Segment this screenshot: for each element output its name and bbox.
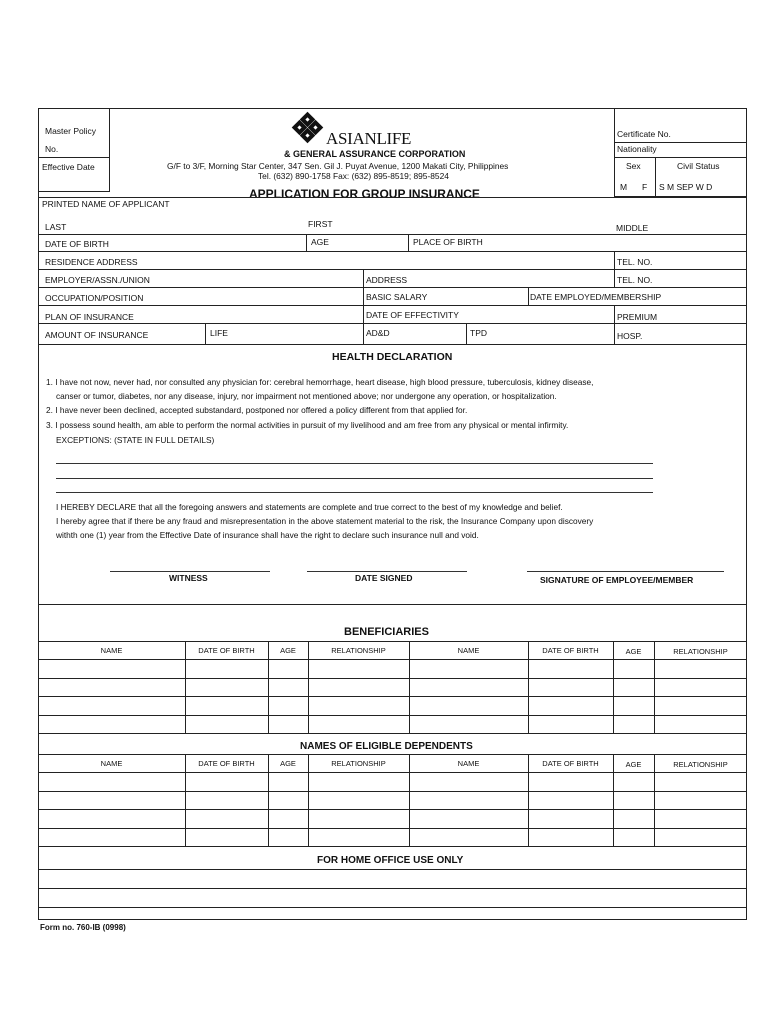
signature-line[interactable]: [527, 571, 724, 572]
date-signed-label: DATE SIGNED: [355, 573, 413, 583]
ben-col-age-2: AGE: [625, 647, 642, 656]
ben-col-name-2: NAME: [457, 646, 480, 655]
certificate-no-label: Certificate No.: [617, 129, 671, 139]
exceptions-line-3[interactable]: [56, 492, 653, 493]
sex-option-m: M: [620, 182, 628, 192]
master-policy-label: Master Policy: [45, 126, 97, 136]
tpd-label: TPD: [470, 328, 487, 338]
form-number: Form no. 760-IB (0998): [40, 923, 126, 932]
health-item-1b: canser or tumor, diabetes, nor any disease, injury, nor impairment not mentioned above; nor undergone any operation, or hospitalization.: [56, 391, 557, 401]
health-item-2: 2. I have never been declined, accepted substandard, postponed nor offered a policy different from that applied for.: [46, 405, 468, 415]
health-item-3: 3. I possess sound health, am able to perform the normal activities in pursuit of my livelihood and am free from any physical or mental infirmity.: [46, 420, 569, 430]
civil-status-options: S M SEP W D: [659, 182, 713, 192]
exceptions-line-1[interactable]: [56, 463, 653, 464]
company-address: G/F to 3/F, Morning Star Center, 347 Sen. Gil J. Puyat Avenue, 1200 Makati City, Philippines: [167, 161, 509, 171]
amount-of-insurance-label: AMOUNT OF INSURANCE: [45, 330, 149, 340]
civil-status-label: Civil Status: [677, 161, 720, 171]
policy-no-label: No.: [45, 144, 59, 154]
ben-col-dob-2: DATE OF BIRTH: [542, 646, 599, 655]
ben-col-rel-2: RELATIONSHIP: [673, 647, 728, 656]
company-contacts: Tel. (632) 890-1758 Fax: (632) 895-8519; 895-8524: [258, 171, 449, 181]
dep-col-name-1: NAME: [100, 759, 123, 768]
age-label: AGE: [311, 237, 329, 247]
form-title: APPLICATION FOR GROUP INSURANCE: [249, 187, 480, 201]
date-effectivity-label: DATE OF EFFECTIVITY: [366, 310, 459, 320]
dep-col-age-2: AGE: [625, 760, 642, 769]
health-item-1a: 1. I have not now, never had, nor consulted any physician for: cerebral hemorrhage, heart disease, high blood pressure, tuberculosis, kidney disease,: [46, 377, 594, 387]
company-subtitle: & GENERAL ASSURANCE CORPORATION: [284, 149, 466, 159]
middle-name-label: MIDDLE: [616, 223, 649, 233]
dependents-title: NAMES OF ELIGIBLE DEPENDENTS: [300, 741, 473, 752]
occupation-label: OCCUPATION/POSITION: [45, 293, 144, 303]
declaration-line-3: withth one (1) year from the Effective Date of insurance shall have the right to declare such insurance null and void.: [56, 530, 479, 540]
employer-address-label: ADDRESS: [366, 275, 408, 285]
home-office-title: FOR HOME OFFICE USE ONLY: [317, 855, 464, 866]
place-of-birth-label: PLACE OF BIRTH: [413, 237, 483, 247]
dep-col-age-1: AGE: [280, 759, 296, 768]
first-name-label: FIRST: [308, 219, 333, 229]
tel-no-label: TEL. NO.: [617, 257, 653, 267]
premium-label: PREMIUM: [617, 312, 658, 322]
company-logo-icon: [290, 113, 326, 143]
dob-label: DATE OF BIRTH: [45, 239, 109, 249]
ben-col-dob-1: DATE OF BIRTH: [198, 646, 255, 655]
dep-col-dob-2: DATE OF BIRTH: [542, 759, 599, 768]
ben-col-age-1: AGE: [280, 646, 296, 655]
beneficiaries-table: [38, 641, 747, 733]
exceptions-label: EXCEPTIONS: (STATE IN FULL DETAILS): [56, 435, 215, 445]
declaration-line-1: I HEREBY DECLARE that all the foregoing answers and statements are complete and true correct to the best of my knowledge and belief.: [56, 502, 563, 512]
beneficiaries-title: BENEFICIARIES: [344, 626, 429, 638]
dep-col-rel-2: RELATIONSHIP: [673, 760, 728, 769]
sex-label: Sex: [626, 161, 641, 171]
hosp-label: HOSP.: [617, 331, 643, 341]
nationality-label: Nationality: [617, 144, 657, 154]
ben-col-name-1: NAME: [100, 646, 123, 655]
sex-option-f: F: [642, 182, 648, 192]
employer-tel-label: TEL. NO.: [617, 275, 653, 285]
witness-label: WITNESS: [169, 573, 208, 583]
dependents-table: [38, 754, 747, 846]
last-name-label: LAST: [45, 222, 67, 232]
dep-col-dob-1: DATE OF BIRTH: [198, 759, 255, 768]
signature-label: SIGNATURE OF EMPLOYEE/MEMBER: [540, 575, 694, 585]
health-declaration-title: HEALTH DECLARATION: [332, 351, 453, 363]
add-label: AD&D: [366, 328, 390, 338]
employer-label: EMPLOYER/ASSN./UNION: [45, 275, 150, 285]
witness-line[interactable]: [110, 571, 270, 572]
dep-col-name-2: NAME: [457, 759, 480, 768]
ben-col-rel-1: RELATIONSHIP: [331, 646, 386, 655]
declaration-line-2: I hereby agree that if there be any fraud and misrepresentation in the above statement material to the risk, the Insurance Company upon discovery: [56, 516, 594, 526]
effective-date-label: Effective Date: [42, 162, 95, 172]
residence-address-label: RESIDENCE ADDRESS: [45, 257, 138, 267]
date-signed-line[interactable]: [307, 571, 467, 572]
plan-of-insurance-label: PLAN OF INSURANCE: [45, 312, 134, 322]
date-employed-label: DATE EMPLOYED/MEMBERSHIP: [530, 292, 662, 302]
company-name: ASIANLIFE: [326, 129, 412, 148]
dep-col-rel-1: RELATIONSHIP: [331, 759, 386, 768]
basic-salary-label: BASIC SALARY: [366, 292, 428, 302]
printed-name-label: PRINTED NAME OF APPLICANT: [42, 199, 170, 209]
life-label: LIFE: [210, 328, 228, 338]
exceptions-line-2[interactable]: [56, 478, 653, 479]
